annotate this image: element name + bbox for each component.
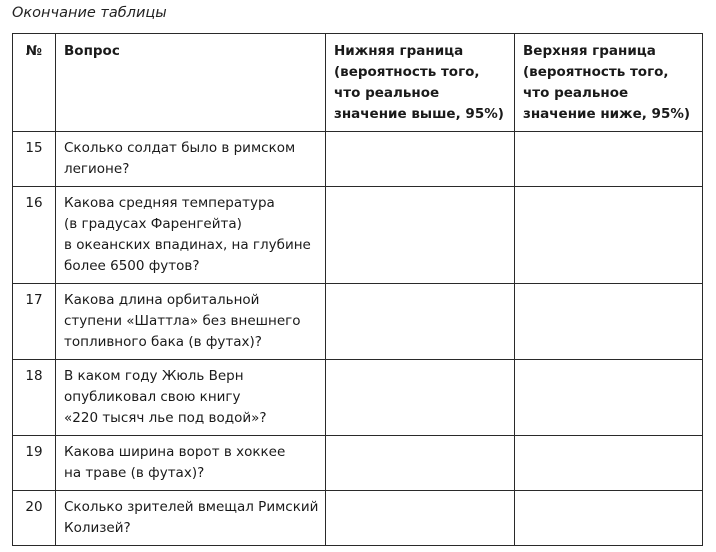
table-row [13,436,703,491]
lower-bound-cell[interactable] [326,284,515,360]
row-question: Сколько зрителей вмещал Римский Колизей? [56,491,326,546]
header-question: Вопрос [56,34,326,132]
lower-bound-cell[interactable] [326,491,515,546]
row-number: 15 [13,132,56,187]
upper-bound-cell[interactable] [515,360,703,436]
header-lower-bound: Нижняя граница (вероятность того, что реальное значение выше, 95%) [326,34,515,132]
upper-bound-cell[interactable] [515,491,703,546]
table-row [13,187,703,284]
row-question: Сколько солдат было в римском легионе? [56,132,326,187]
lower-bound-cell[interactable] [326,360,515,436]
header-number: № [13,34,56,132]
row-question: Какова длина орбитальной ступени «Шаттла» без внешнего топливного бака (в футах)? [56,284,326,360]
table-row [13,491,703,546]
table-row [13,132,703,187]
row-number: 16 [13,187,56,284]
table-caption: Окончание таблицы [12,5,167,21]
lower-bound-cell[interactable] [326,187,515,284]
header-row [13,34,703,132]
table-row [13,360,703,436]
row-question: В каком году Жюль Верн опубликовал свою книгу «220 тысяч лье под водой»? [56,360,326,436]
row-question: Какова средняя температура (в градусах Фаренгейта) в океанских впадинах, на глубине более 6500 футов? [56,187,326,284]
upper-bound-cell[interactable] [515,436,703,491]
row-number: 19 [13,436,56,491]
upper-bound-cell[interactable] [515,187,703,284]
upper-bound-cell[interactable] [515,284,703,360]
estimates-table [12,33,703,546]
upper-bound-cell[interactable] [515,132,703,187]
lower-bound-cell[interactable] [326,132,515,187]
row-number: 20 [13,491,56,546]
row-question: Какова ширина ворот в хоккее на траве (в футах)? [56,436,326,491]
lower-bound-cell[interactable] [326,436,515,491]
table-row [13,284,703,360]
row-number: 18 [13,360,56,436]
row-number: 17 [13,284,56,360]
header-upper-bound: Верхняя граница (вероятность того, что реальное значение ниже, 95%) [515,34,703,132]
